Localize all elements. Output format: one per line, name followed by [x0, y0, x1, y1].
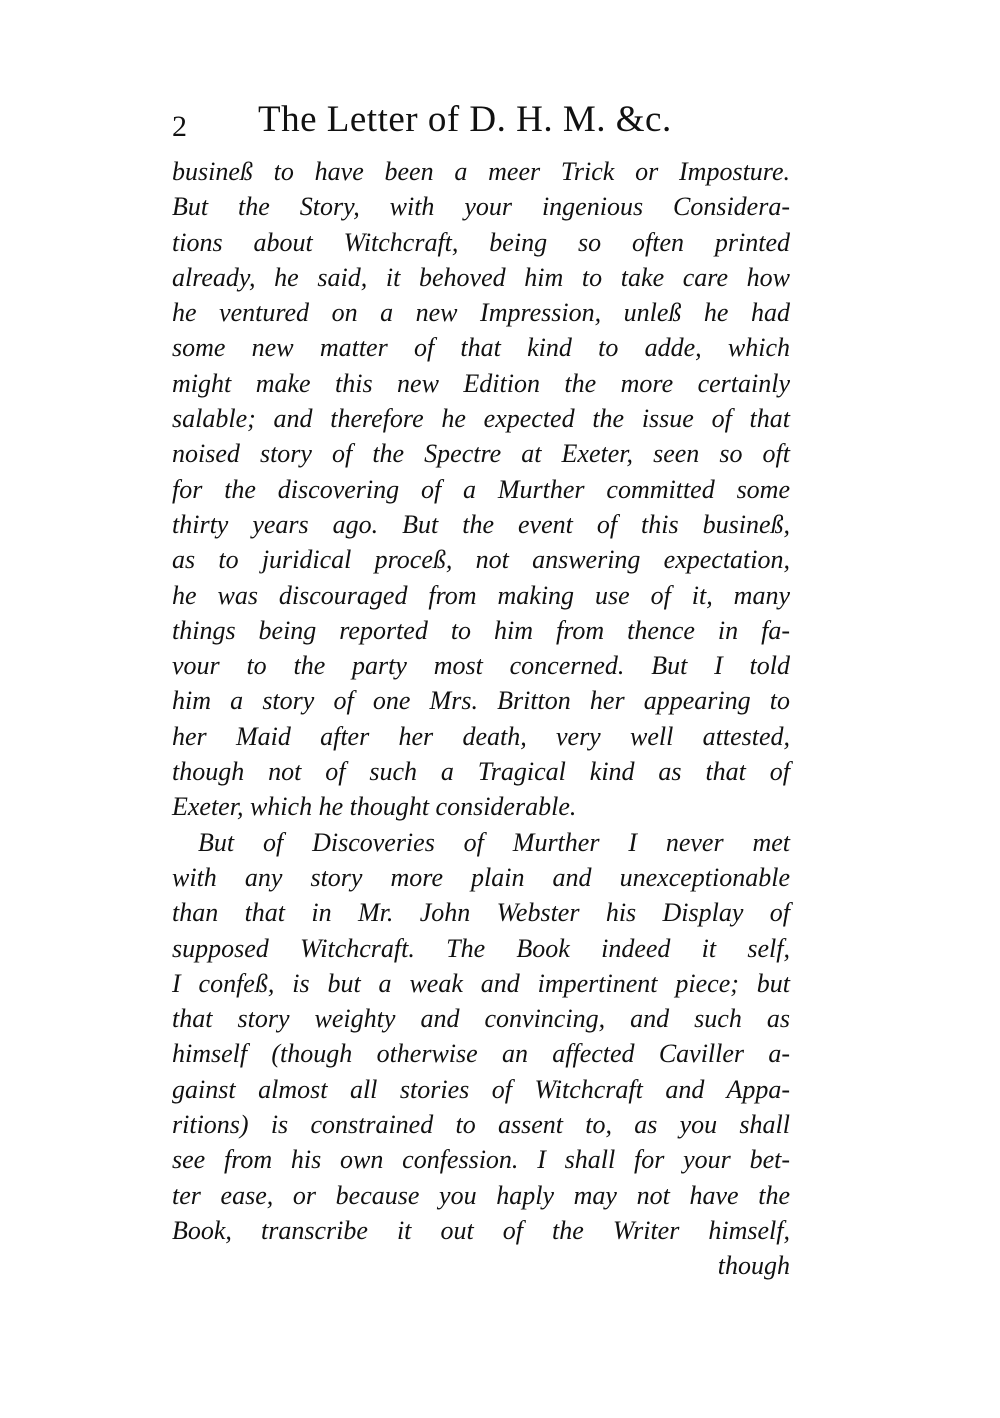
- text-line: busineß to have been a meer Trick or Imposture.: [172, 157, 790, 186]
- page-number: 2: [172, 110, 187, 143]
- text-line: salable; and therefore he expected the issue of that: [172, 404, 790, 434]
- text-line: than that in Mr. John Webster his Display of: [172, 898, 790, 928]
- text-line: for the discovering of a Murther committed some: [172, 474, 790, 504]
- text-line: that story weighty and convincing, and such as: [172, 1004, 790, 1034]
- text-line: ritions) is constrained to assent to, as you shall: [172, 1110, 790, 1140]
- text-line: already, he said, it behoved him to take care how: [172, 262, 790, 292]
- text-line: her Maid after her death, very well attested,: [172, 721, 790, 751]
- text-line: thirty years ago. But the event of this busineß,: [172, 509, 790, 539]
- running-title: The Letter of D. H. M. &c.: [258, 99, 672, 140]
- text-line: noised story of the Spectre at Exeter, seen so oft: [172, 439, 790, 469]
- text-line: I confeß, is but a weak and impertinent piece; but: [172, 968, 790, 998]
- catchword: though: [717, 1251, 790, 1281]
- text-line: see from his own confession. I shall for your bet-: [172, 1145, 790, 1175]
- text-line: as to juridical proceß, not answering expectation,: [172, 545, 790, 575]
- page-header: [172, 98, 812, 148]
- text-line: things being reported to him from thence in fa-: [172, 615, 790, 645]
- text-line: him a story of one Mrs. Britton her appearing to: [172, 686, 790, 716]
- paragraph-end-line: Exeter, which he thought considerable.: [172, 792, 577, 822]
- body-text: [172, 154, 790, 1284]
- text-line: vour to the party most concerned. But I told: [172, 651, 790, 681]
- paragraph-start-line: But of Discoveries of Murther I never met: [198, 827, 790, 857]
- text-line: gainst almost all stories of Witchcraft and Appa-: [172, 1074, 790, 1104]
- text-line: Book, transcribe it out of the Writer himself,: [172, 1215, 790, 1245]
- text-line: But the Story, with your ingenious Considera-: [172, 192, 790, 222]
- text-line: supposed Witchcraft. The Book indeed it self,: [172, 933, 790, 963]
- text-line: himself (though otherwise an affected Caviller a-: [172, 1039, 790, 1069]
- text-line: ter ease, or because you haply may not have the: [172, 1180, 790, 1210]
- text-line: with any story more plain and unexceptionable: [172, 862, 790, 892]
- text-line: he was discouraged from making use of it, many: [172, 580, 790, 610]
- text-line: tions about Witchcraft, being so often printed: [172, 227, 790, 257]
- text-line: though not of such a Tragical kind as that of: [172, 757, 790, 787]
- text-line: some new matter of that kind to adde, which: [172, 333, 790, 363]
- text-line: might make this new Edition the more certainly: [172, 368, 790, 398]
- text-line: he ventured on a new Impression, unleß he had: [172, 298, 790, 328]
